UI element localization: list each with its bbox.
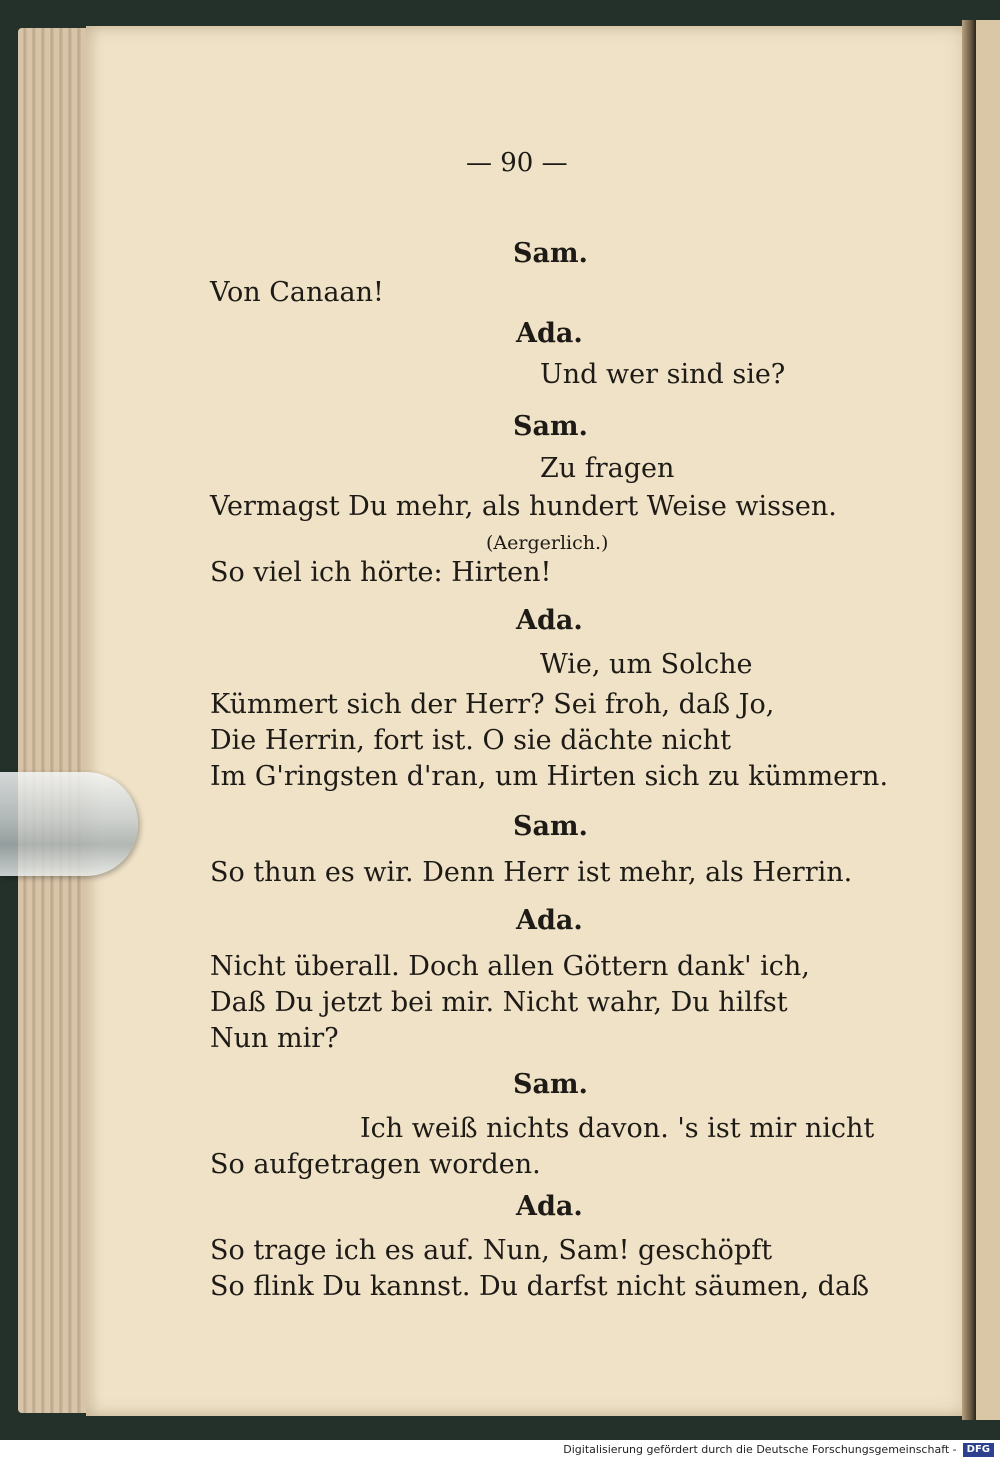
verse-line: Und wer sind sie? (540, 359, 786, 390)
speaker-label: Ada. (516, 318, 583, 349)
verse-line: So thun es wir. Denn Herr ist mehr, als Herrin. (210, 857, 853, 888)
verse-line: Von Canaan! (210, 277, 384, 308)
speaker-label: Ada. (516, 905, 583, 936)
speaker-label: Sam. (513, 811, 588, 842)
book-gutter (962, 20, 976, 1420)
speaker-label: Sam. (513, 411, 588, 442)
verse-line: Daß Du jetzt bei mir. Nicht wahr, Du hilfst (210, 987, 788, 1018)
book-page (86, 26, 974, 1416)
stage-direction: (Aergerlich.) (486, 532, 609, 554)
page-number: — 90 — (466, 148, 568, 178)
verse-line: Im G'ringsten d'ran, um Hirten sich zu kümmern. (210, 761, 889, 792)
dfg-logo-icon: DFG (963, 1443, 994, 1457)
speaker-label: Ada. (516, 605, 583, 636)
verse-line: So aufgetragen worden. (210, 1149, 541, 1180)
facing-page-edge (976, 20, 1000, 1420)
verse-line: Nicht überall. Doch allen Göttern dank' ich, (210, 951, 810, 982)
verse-line: Wie, um Solche (540, 649, 753, 680)
verse-line: So viel ich hörte: Hirten! (210, 557, 552, 588)
verse-line: So flink Du kannst. Du darfst nicht säumen, daß (210, 1271, 870, 1302)
verse-line: Nun mir? (210, 1023, 339, 1054)
footer-credit: Digitalisierung gefördert durch die Deutsche Forschungsgemeinschaft - (563, 1443, 957, 1456)
verse-line: Ich weiß nichts davon. 's ist mir nicht (360, 1113, 875, 1144)
verse-line: Vermagst Du mehr, als hundert Weise wissen. (210, 491, 837, 522)
page-clip (0, 772, 138, 876)
verse-line: Zu fragen (540, 453, 675, 484)
speaker-label: Sam. (513, 1069, 588, 1100)
speaker-label: Sam. (513, 238, 588, 269)
verse-line: Die Herrin, fort ist. O sie dächte nicht (210, 725, 731, 756)
digitization-footer (0, 1440, 1000, 1460)
verse-line: So trage ich es auf. Nun, Sam! geschöpft (210, 1235, 773, 1266)
verse-line: Kümmert sich der Herr? Sei froh, daß Jo, (210, 689, 775, 720)
speaker-label: Ada. (516, 1191, 583, 1222)
